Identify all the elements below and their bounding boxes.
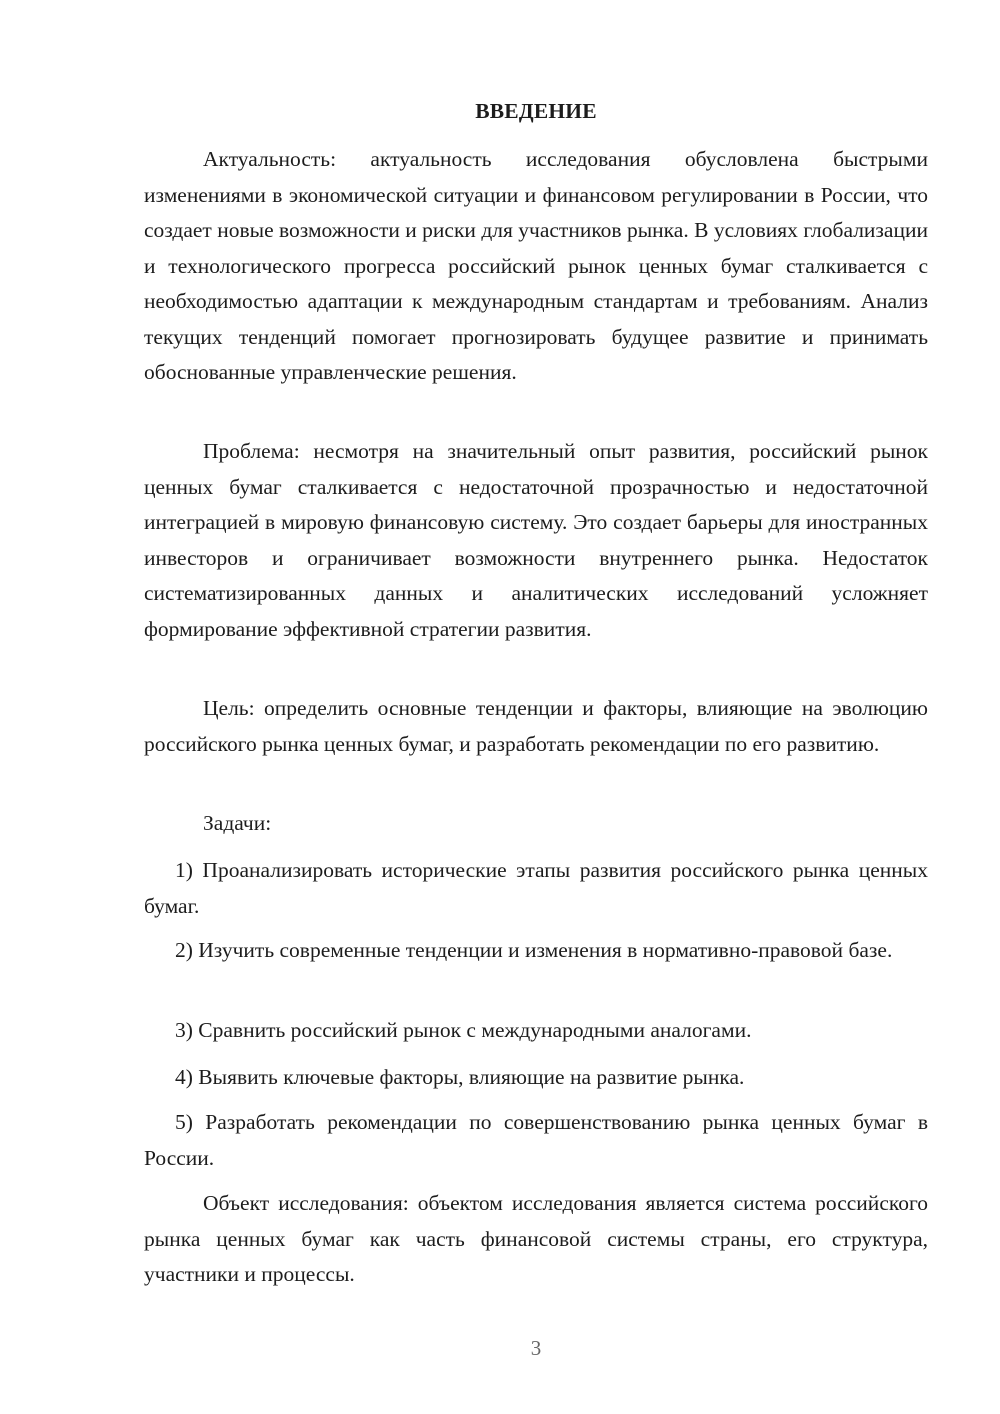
page-title: ВВЕДЕНИЕ (475, 99, 597, 123)
paragraph-relevance: Актуальность: актуальность исследования обусловлена быстрыми изменениями в экономической ситуации и финансовом регулировании в России, что создает новые возможности и риски для участников рынка. В условиях глобализации и технологического прогресса российский рынок ценных бумаг сталкивается с необходимостью адаптации к международным стандартам и требованиям. Анализ текущих тенденций помогает прогнозировать будущее развитие и принимать обоснованные управленческие решения. (144, 147, 928, 384)
task-item: 1) Проанализировать исторические этапы развития российского рынка ценных бумаг. (144, 858, 928, 918)
task-item: 2) Изучить современные тенденции и изменения в нормативно-правовой базе. (175, 938, 893, 962)
paragraph-object: Объект исследования: объектом исследования является система российского рынка ценных бумаг как часть финансовой системы страны, его структура, участники и процессы. (144, 1191, 928, 1286)
tasks-heading: Задачи: (203, 811, 272, 835)
task-item: 3) Сравнить российский рынок с международными аналогами. (175, 1018, 752, 1042)
page-number: 3 (530, 1336, 542, 1360)
paragraph-goal: Цель: определить основные тенденции и факторы, влияющие на эволюцию российского рынка ценных бумаг, и разработать рекомендации по его развитию. (144, 696, 928, 756)
task-item: 5) Разработать рекомендации по совершенствованию рынка ценных бумаг в России. (144, 1110, 928, 1170)
task-item: 4) Выявить ключевые факторы, влияющие на развитие рынка. (175, 1065, 745, 1089)
document-page (144, 0, 928, 1414)
paragraph-problem: Проблема: несмотря на значительный опыт развития, российский рынок ценных бумаг сталкивается с недостаточной прозрачностью и недостаточной интеграцией в мировую финансовую систему. Это создает барьеры для иностранных инвесторов и ограничивает возможности внутреннего рынка. Недостаток систематизированных данных и аналитических исследований усложняет формирование эффективной стратегии развития. (144, 439, 928, 641)
